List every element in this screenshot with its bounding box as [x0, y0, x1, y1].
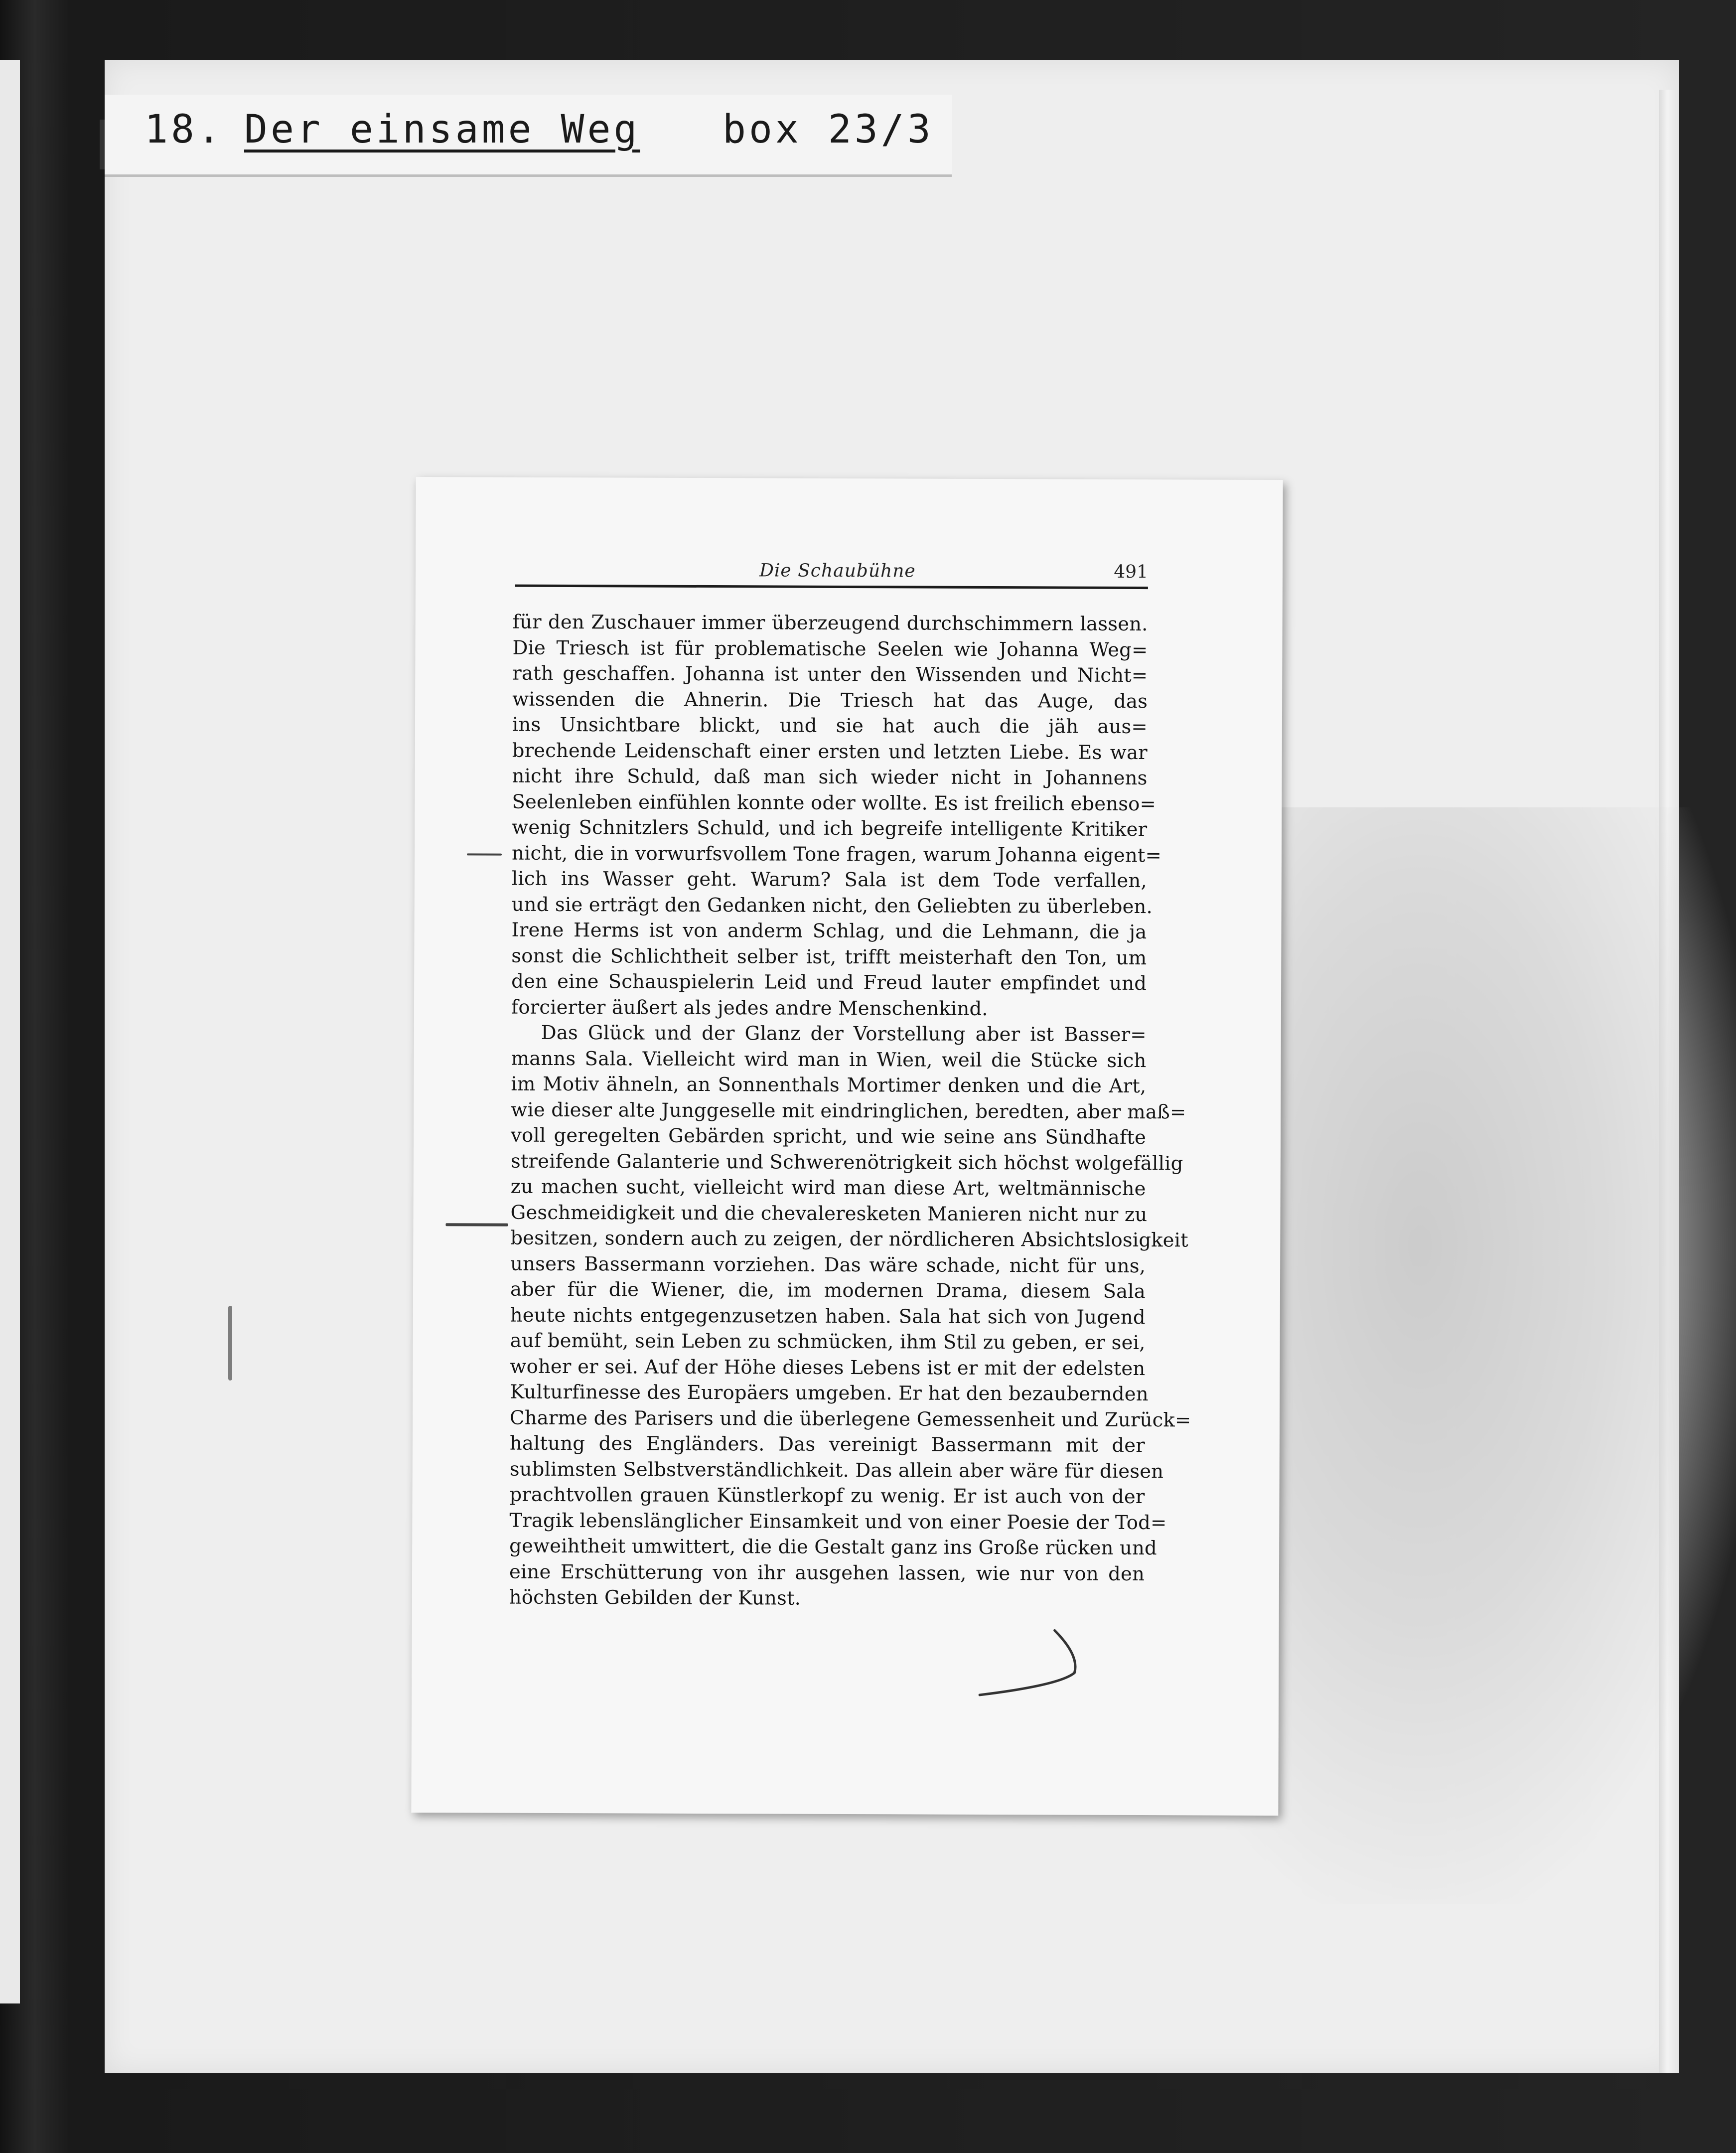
text-line: Charme des Parisers und die überlegene Gemessenheit und Zurück= — [510, 1406, 1191, 1431]
text-line: voll geregelten Gebärden spricht, und wie seine ans Sündhafte — [510, 1124, 1147, 1149]
text-line: unsers Bassermann vorziehen. Das wäre schade, nicht für uns, — [510, 1252, 1146, 1277]
text-line: und sie erträgt den Gedanken nicht, den Geliebten zu überleben. — [511, 893, 1153, 918]
page-number: 491 — [1114, 561, 1149, 583]
text-line: Kulturfinesse des Europäers umgeben. Er hat den bezaubernden — [510, 1381, 1149, 1406]
text-line: sublimsten Selbstverständlichkeit. Das allein aber wäre für diesen — [509, 1458, 1164, 1483]
text-line: rath geschaffen. Johanna ist unter den Wissenden und Nicht= — [512, 662, 1148, 687]
text-line: Die Triesch ist für problematische Seelen wie Johanna Weg= — [512, 636, 1148, 661]
text-line: streifende Galanterie und Schwerenötrigkeit sich höchst wolgefällig — [510, 1150, 1183, 1175]
text-line: Das Glück und der Glanz der Vorstellung aber ist Basser= — [541, 1021, 1147, 1047]
text-line: den eine Schauspielerin Leid und Freud lauter empfindet und — [511, 970, 1147, 995]
text-line: heute nichts entgegenzusetzen haben. Sala hat sich von Jugend — [510, 1304, 1146, 1329]
text-line: nicht ihre Schuld, daß man sich wieder nicht in Johannens — [512, 765, 1148, 790]
text-line: wie dieser alte Junggeselle mit eindringlichen, beredten, aber maß= — [511, 1098, 1186, 1123]
text-line: forcierter äußert als jedes andre Menschenkind. — [511, 996, 988, 1020]
text-line: im Motiv ähneln, an Sonnenthals Mortimer denken und die Art, — [511, 1073, 1147, 1098]
text-line: Tragik lebenslänglicher Einsamkeit und von einer Poesie der Tod= — [509, 1509, 1167, 1534]
text-line: brechende Leidenschaft einer ersten und letzten Liebe. Es war — [512, 739, 1148, 764]
adjacent-page-edge — [0, 60, 20, 2003]
running-head — [515, 560, 1148, 582]
text-line: wissenden die Ahnerin. Die Triesch hat das Auge, das — [512, 688, 1148, 713]
header-rule — [515, 585, 1148, 589]
margin-pencil-mark — [467, 853, 502, 855]
text-line: geweihtheit umwittert, die die Gestalt ganz ins Große rücken und — [509, 1535, 1157, 1560]
text-line: wenig Schnitzlers Schuld, und ich begreife intelligente Kritiker — [512, 816, 1148, 841]
text-line: manns Sala. Vielleicht wird man in Wien, weil die Stücke sich — [511, 1047, 1147, 1072]
text-line: für den Zuschauer immer überzeugend durchschimmern lassen. — [512, 611, 1148, 636]
text-line: ins Unsichtbare blickt, und sie hat auch die jäh aus= — [512, 713, 1148, 739]
text-line: nicht, die in vorwurfsvollem Tone fragen, warum Johanna eigent= — [511, 842, 1162, 867]
newspaper-clipping — [411, 477, 1283, 1816]
text-line: auf bemüht, sein Leben zu schmücken, ihm Stil zu geben, er sei, — [510, 1329, 1146, 1355]
text-line: höchsten Gebilden der Kunst. — [509, 1586, 801, 1610]
pencil-end-mark — [960, 1625, 1110, 1725]
header-title: Der einsame Weg — [244, 107, 640, 152]
margin-stain — [228, 1306, 232, 1381]
text-line: sonst die Schlichtheit selber ist, trifft meisterhaft den Ton, um — [511, 944, 1147, 969]
header-box-reference: box 23/3 — [723, 107, 934, 152]
text-line: besitzen, sondern auch zu zeigen, der nördlicheren Absichtslosigkeit — [510, 1227, 1188, 1252]
text-line: aber für die Wiener, die, im modernen Drama, diesem Sala — [510, 1278, 1146, 1303]
text-line: Seelenleben einfühlen konnte oder wollte. Es ist freilich ebenso= — [512, 790, 1157, 815]
article-text — [509, 610, 1191, 1613]
header-tick-mark — [100, 120, 105, 169]
text-line: prachtvollen grauen Künstlerkopf zu wenig. Er ist auch von der — [509, 1483, 1145, 1509]
text-line: zu machen sucht, vielleicht wird man diese Art, weltmännische — [510, 1175, 1146, 1201]
text-line: Geschmeidigkeit und die chevaleresketen Manieren nicht nur zu — [510, 1201, 1148, 1226]
text-line: woher er sei. Auf der Höhe dieses Lebens ist er mit der edelsten — [510, 1355, 1146, 1380]
text-line: Irene Herms ist von anderm Schlag, und die Lehmann, die ja — [511, 919, 1147, 944]
text-line: eine Erschütterung von ihr ausgehen lassen, wie nur von den — [509, 1560, 1145, 1585]
text-line: haltung des Engländers. Das vereinigt Bassermann mit der — [509, 1432, 1145, 1457]
margin-pencil-mark — [445, 1223, 508, 1226]
running-head-title: Die Schaubühne — [759, 560, 916, 582]
header-number: 18. — [145, 107, 224, 152]
text-line: lich ins Wasser geht. Warum? Sala ist dem Tode verfallen, — [511, 867, 1147, 893]
